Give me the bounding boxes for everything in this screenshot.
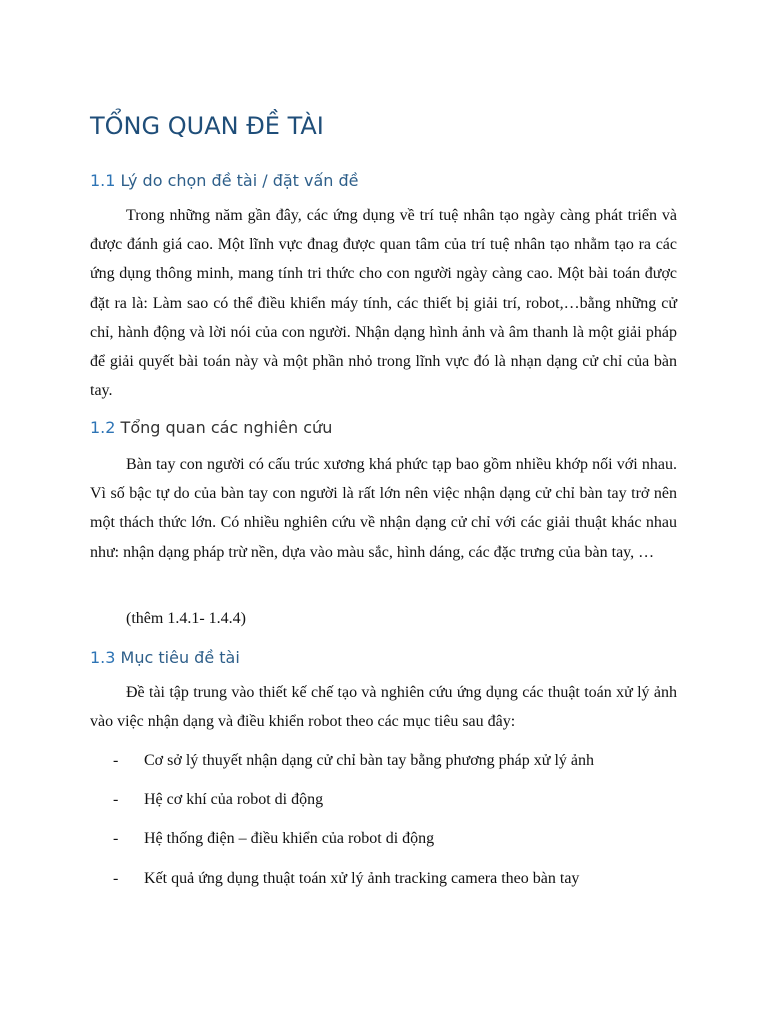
section-title: Tổng quan các nghiên cứu bbox=[120, 418, 333, 437]
section-heading-1-2 bbox=[90, 418, 332, 437]
section-title: Lý do chọn đề tài / đặt vấn đề bbox=[120, 171, 359, 190]
bullet-marker: - bbox=[113, 870, 119, 887]
bullet-marker: - bbox=[113, 830, 119, 847]
section-paragraph-1-3: Đề tài tập trung vào thiết kế chế tạo và nghiên cứu ứng dụng các thuật toán xử lý ảnh vào việc nhận dạng và điều khiển robot theo các mục tiêu sau đây: bbox=[90, 684, 677, 731]
list-item-text: Hệ thống điện – điều khiển của robot di động bbox=[144, 830, 435, 847]
section-note: (thêm 1.4.1- 1.4.4) bbox=[126, 610, 246, 627]
section-heading-1-3 bbox=[90, 648, 240, 667]
section-number: 1.2 bbox=[90, 418, 116, 437]
list-item bbox=[113, 870, 579, 888]
list-item-text: Cơ sở lý thuyết nhận dạng cử chỉ bàn tay bằng phương pháp xử lý ảnh bbox=[144, 752, 594, 769]
section-paragraph-1-1: Trong những năm gần đây, các ứng dụng về trí tuệ nhân tạo ngày càng phát triển và được đánh giá cao. Một lĩnh vực đnag được quan tâm của trí tuệ nhân tạo nhằm tạo ra các ứng dụng thông minh, mang tính tri thức cho con người ngày càng cao. Một bài toán được đặt ra là: Làm sao có thể điều khiển máy tính, các thiết bị giải trí, robot,…bằng những cử chỉ, hành động và lời nói của con người. Nhận dạng hình ảnh và âm thanh là một giải pháp để giải quyết bài toán này và một phần nhỏ trong lĩnh vực đó là nhạn dạng cử chỉ của bàn tay. bbox=[90, 207, 677, 400]
list-item bbox=[113, 830, 434, 848]
list-item bbox=[113, 752, 594, 770]
section-number: 1.3 bbox=[90, 648, 116, 667]
document-title: TỔNG QUAN ĐỀ TÀI bbox=[90, 112, 324, 140]
bullet-marker: - bbox=[113, 791, 119, 808]
bullet-marker: - bbox=[113, 752, 119, 769]
section-paragraph-1-2: Bàn tay con người có cấu trúc xương khá phức tạp bao gồm nhiều khớp nối với nhau. Vì số bậc tự do của bàn tay con người là rất lớn nên việc nhận dạng cử chỉ bàn tay trở nên một thách thức lớn. Có nhiều nghiên cứu về nhận dạng cử chỉ với các giải thuật khác nhau như: nhận dạng pháp trừ nền, dựa vào màu sắc, hình dáng, các đặc trưng của bàn tay, … bbox=[90, 456, 677, 561]
list-item-text: Hệ cơ khí của robot di động bbox=[144, 791, 324, 808]
list-item bbox=[113, 791, 323, 809]
section-heading-1-1 bbox=[90, 171, 359, 190]
section-title: Mục tiêu đề tài bbox=[120, 648, 240, 667]
section-number: 1.1 bbox=[90, 171, 116, 190]
list-item-text: Kết quả ứng dụng thuật toán xử lý ảnh tracking camera theo bàn tay bbox=[144, 870, 580, 887]
